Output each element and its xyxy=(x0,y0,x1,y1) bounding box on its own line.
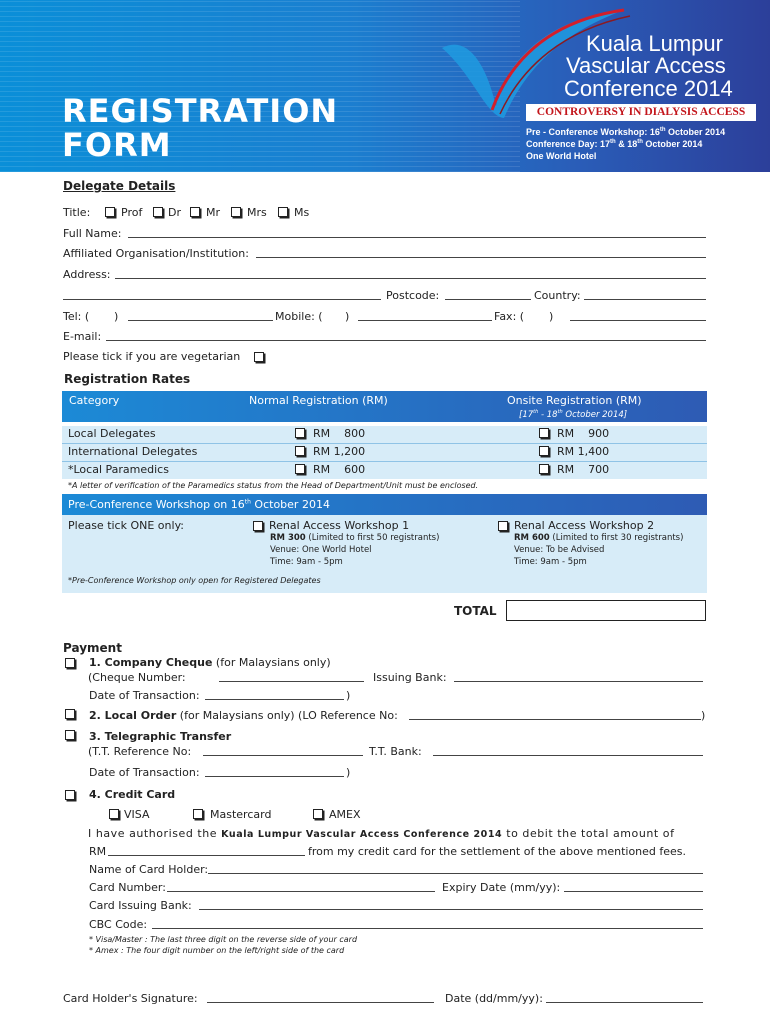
rate-row-local-label: Local Delegates xyxy=(68,427,156,440)
email-label: E-mail: xyxy=(63,330,102,343)
issuing-bank-field[interactable] xyxy=(454,681,703,682)
rm-settlement-text: from my credit card for the settlement of the above mentioned fees. xyxy=(308,845,687,858)
rate-paramedics-onsite: RM 700 xyxy=(557,463,610,476)
cheque-number-field[interactable] xyxy=(219,681,364,682)
title-dr-label: Dr xyxy=(168,206,181,219)
rate-paramedics-normal-checkbox[interactable] xyxy=(295,464,305,474)
venue-info: One World Hotel xyxy=(526,151,597,161)
rate-row-paramedics-label: *Local Paramedics xyxy=(68,463,169,476)
card-mastercard-label: Mastercard xyxy=(210,808,272,821)
payment-card-label: 4. Credit Card xyxy=(89,788,176,801)
conference-name-line3: Conference 2014 xyxy=(564,76,733,101)
workshop2-price-line: RM 600 (Limited to first 30 registrants) xyxy=(514,533,684,543)
postcode-field[interactable] xyxy=(445,299,531,300)
signature-label: Card Holder's Signature: xyxy=(63,992,198,1005)
fax-label: Fax: ( xyxy=(494,310,525,323)
cbc-label: CBC Code: xyxy=(89,918,148,931)
date-field[interactable] xyxy=(546,1002,703,1003)
total-field[interactable] xyxy=(506,600,706,621)
row-divider xyxy=(62,443,707,444)
title-prof-checkbox[interactable] xyxy=(105,207,115,217)
country-field[interactable] xyxy=(584,299,706,300)
authorisation-text: I have authorised the Kuala Lumpur Vascular Access Conference 2014 to debit the total amount of xyxy=(88,827,675,840)
tt-bank-label: T.T. Bank: xyxy=(369,745,422,758)
tt-reference-field[interactable] xyxy=(203,755,363,756)
col-onsite: Onsite Registration (RM) xyxy=(507,394,642,407)
col-category: Category xyxy=(69,394,120,407)
workshop1-checkbox[interactable] xyxy=(253,521,263,531)
card-mastercard-checkbox[interactable] xyxy=(193,809,203,819)
workshop1-time: Time: 9am - 5pm xyxy=(270,557,343,567)
tel-close: ) xyxy=(114,310,119,323)
rate-paramedics-onsite-checkbox[interactable] xyxy=(539,464,549,474)
cheque-number-label: (Cheque Number: xyxy=(88,671,186,684)
signature-field[interactable] xyxy=(207,1002,434,1003)
col-normal: Normal Registration (RM) xyxy=(249,394,388,407)
payment-cheque-label: 1. Company Cheque (for Malaysians only) xyxy=(89,656,331,669)
rate-local-normal: RM 800 xyxy=(313,427,366,440)
tt-bank-field[interactable] xyxy=(433,755,703,756)
organisation-field[interactable] xyxy=(256,257,706,258)
payment-lo-label: 2. Local Order (for Malaysians only) (LO Reference No: xyxy=(89,709,398,722)
row-divider xyxy=(62,461,707,462)
fax-close: ) xyxy=(549,310,554,323)
workshop1-title: Renal Access Workshop 1 xyxy=(269,519,410,532)
paramedics-note: *A letter of verification of the Paramedics status from the Head of Department/Unit must be enclosed. xyxy=(68,481,479,490)
vegetarian-checkbox[interactable] xyxy=(254,352,264,362)
rate-row-international-label: International Delegates xyxy=(68,445,198,458)
tt-date-label: Date of Transaction: xyxy=(89,766,200,779)
title-ms-checkbox[interactable] xyxy=(278,207,288,217)
conference-day-info: Conference Day: 17th & 18th October 2014 xyxy=(526,139,703,149)
tt-date-field[interactable] xyxy=(205,776,344,777)
payment-card-checkbox[interactable] xyxy=(65,790,75,800)
workshop-note: *Pre-Conference Workshop only open for Registered Delegates xyxy=(68,576,321,585)
form-title-line2: FORM xyxy=(62,126,172,164)
delegate-heading: Delegate Details xyxy=(63,179,176,193)
payment-heading: Payment xyxy=(63,641,122,655)
rate-international-normal-checkbox[interactable] xyxy=(295,446,305,456)
organisation-label: Affiliated Organisation/Institution: xyxy=(63,247,249,260)
workshop1-venue: Venue: One World Hotel xyxy=(270,545,372,555)
issuing-bank-label: Issuing Bank: xyxy=(373,671,447,684)
workshop-date-info: Pre - Conference Workshop: 16th October 2014 xyxy=(526,127,726,137)
expiry-label: Expiry Date (mm/yy): xyxy=(442,881,561,894)
title-ms-label: Ms xyxy=(294,206,310,219)
address-field-line2[interactable] xyxy=(63,299,381,300)
workshop2-title: Renal Access Workshop 2 xyxy=(514,519,655,532)
title-prof-label: Prof xyxy=(121,206,143,219)
form-title-line1: REGISTRATION xyxy=(62,92,339,130)
date-transaction-label: Date of Transaction: xyxy=(89,689,200,702)
holder-name-field[interactable] xyxy=(208,873,703,874)
card-visa-checkbox[interactable] xyxy=(109,809,119,819)
mobile-close: ) xyxy=(345,310,350,323)
date-label: Date (dd/mm/yy): xyxy=(445,992,543,1005)
card-number-label: Card Number: xyxy=(89,881,166,894)
full-name-label: Full Name: xyxy=(63,227,122,240)
email-field[interactable] xyxy=(106,340,706,341)
workshop2-checkbox[interactable] xyxy=(498,521,508,531)
title-label: Title: xyxy=(63,206,91,219)
rate-international-normal: RM 1,200 xyxy=(313,445,366,458)
title-dr-checkbox[interactable] xyxy=(153,207,163,217)
lo-reference-close: ) xyxy=(701,709,706,722)
title-mr-label: Mr xyxy=(206,206,221,219)
payment-lo-checkbox[interactable] xyxy=(65,709,75,719)
rate-paramedics-normal: RM 600 xyxy=(313,463,366,476)
mobile-label: Mobile: ( xyxy=(275,310,323,323)
card-visa-label: VISA xyxy=(124,808,150,821)
conference-name-line1: Kuala Lumpur xyxy=(586,31,723,56)
rate-local-onsite: RM 900 xyxy=(557,427,610,440)
card-issuing-bank-field[interactable] xyxy=(199,909,703,910)
vegetarian-label: Please tick if you are vegetarian xyxy=(63,350,241,363)
workshop-tick-one: Please tick ONE only: xyxy=(68,519,184,532)
date-transaction-close: ) xyxy=(346,689,351,702)
rate-local-normal-checkbox[interactable] xyxy=(295,428,305,438)
rm-label: RM xyxy=(89,845,107,858)
title-mrs-label: Mrs xyxy=(247,206,267,219)
conference-name-line2: Vascular Access xyxy=(566,53,726,78)
cbc-note-visa: * Visa/Master : The last three digit on the reverse side of your card xyxy=(89,935,358,944)
full-name-field[interactable] xyxy=(128,237,706,238)
workshop2-time: Time: 9am - 5pm xyxy=(514,557,587,567)
header-banner xyxy=(0,0,770,172)
workshop2-venue: Venue: To be Advised xyxy=(514,545,605,555)
expiry-field[interactable] xyxy=(564,891,703,892)
country-label: Country: xyxy=(534,289,581,302)
date-transaction-field[interactable] xyxy=(205,699,344,700)
fax-field[interactable] xyxy=(570,320,706,321)
rm-amount-field[interactable] xyxy=(108,855,305,856)
rate-local-onsite-checkbox[interactable] xyxy=(539,428,549,438)
address-field[interactable] xyxy=(115,278,706,279)
rate-international-onsite: RM 1,400 xyxy=(557,445,610,458)
mobile-field[interactable] xyxy=(358,320,492,321)
card-amex-checkbox[interactable] xyxy=(313,809,323,819)
postcode-label: Postcode: xyxy=(386,289,440,302)
card-number-field[interactable] xyxy=(167,891,435,892)
tt-date-close: ) xyxy=(346,766,351,779)
rates-heading: Registration Rates xyxy=(64,372,191,386)
lo-reference-field[interactable] xyxy=(409,719,701,720)
card-issuing-bank-label: Card Issuing Bank: xyxy=(89,899,192,912)
address-label: Address: xyxy=(63,268,111,281)
total-label: TOTAL xyxy=(454,604,497,618)
workshop1-price-line: RM 300 (Limited to first 50 registrants) xyxy=(270,533,440,543)
workshop-heading: Pre-Conference Workshop on 16th October 2014 xyxy=(68,498,330,511)
title-mrs-checkbox[interactable] xyxy=(231,207,241,217)
conference-tagline: CONTROVERSY IN DIALYSIS ACCESS xyxy=(526,104,756,121)
payment-cheque-checkbox[interactable] xyxy=(65,658,75,668)
onsite-dates: [17th - 18th October 2014] xyxy=(519,409,628,420)
tt-reference-label: (T.T. Reference No: xyxy=(88,745,192,758)
tel-field[interactable] xyxy=(128,320,273,321)
tel-label: Tel: ( xyxy=(63,310,90,323)
card-amex-label: AMEX xyxy=(329,808,361,821)
cbc-note-amex: * Amex : The four digit number on the left/right side of the card xyxy=(89,946,345,955)
rate-international-onsite-checkbox[interactable] xyxy=(539,446,549,456)
title-mr-checkbox[interactable] xyxy=(190,207,200,217)
payment-tt-checkbox[interactable] xyxy=(65,730,75,740)
holder-name-label: Name of Card Holder: xyxy=(89,863,209,876)
payment-tt-label: 3. Telegraphic Transfer xyxy=(89,730,232,743)
cbc-field[interactable] xyxy=(152,928,703,929)
